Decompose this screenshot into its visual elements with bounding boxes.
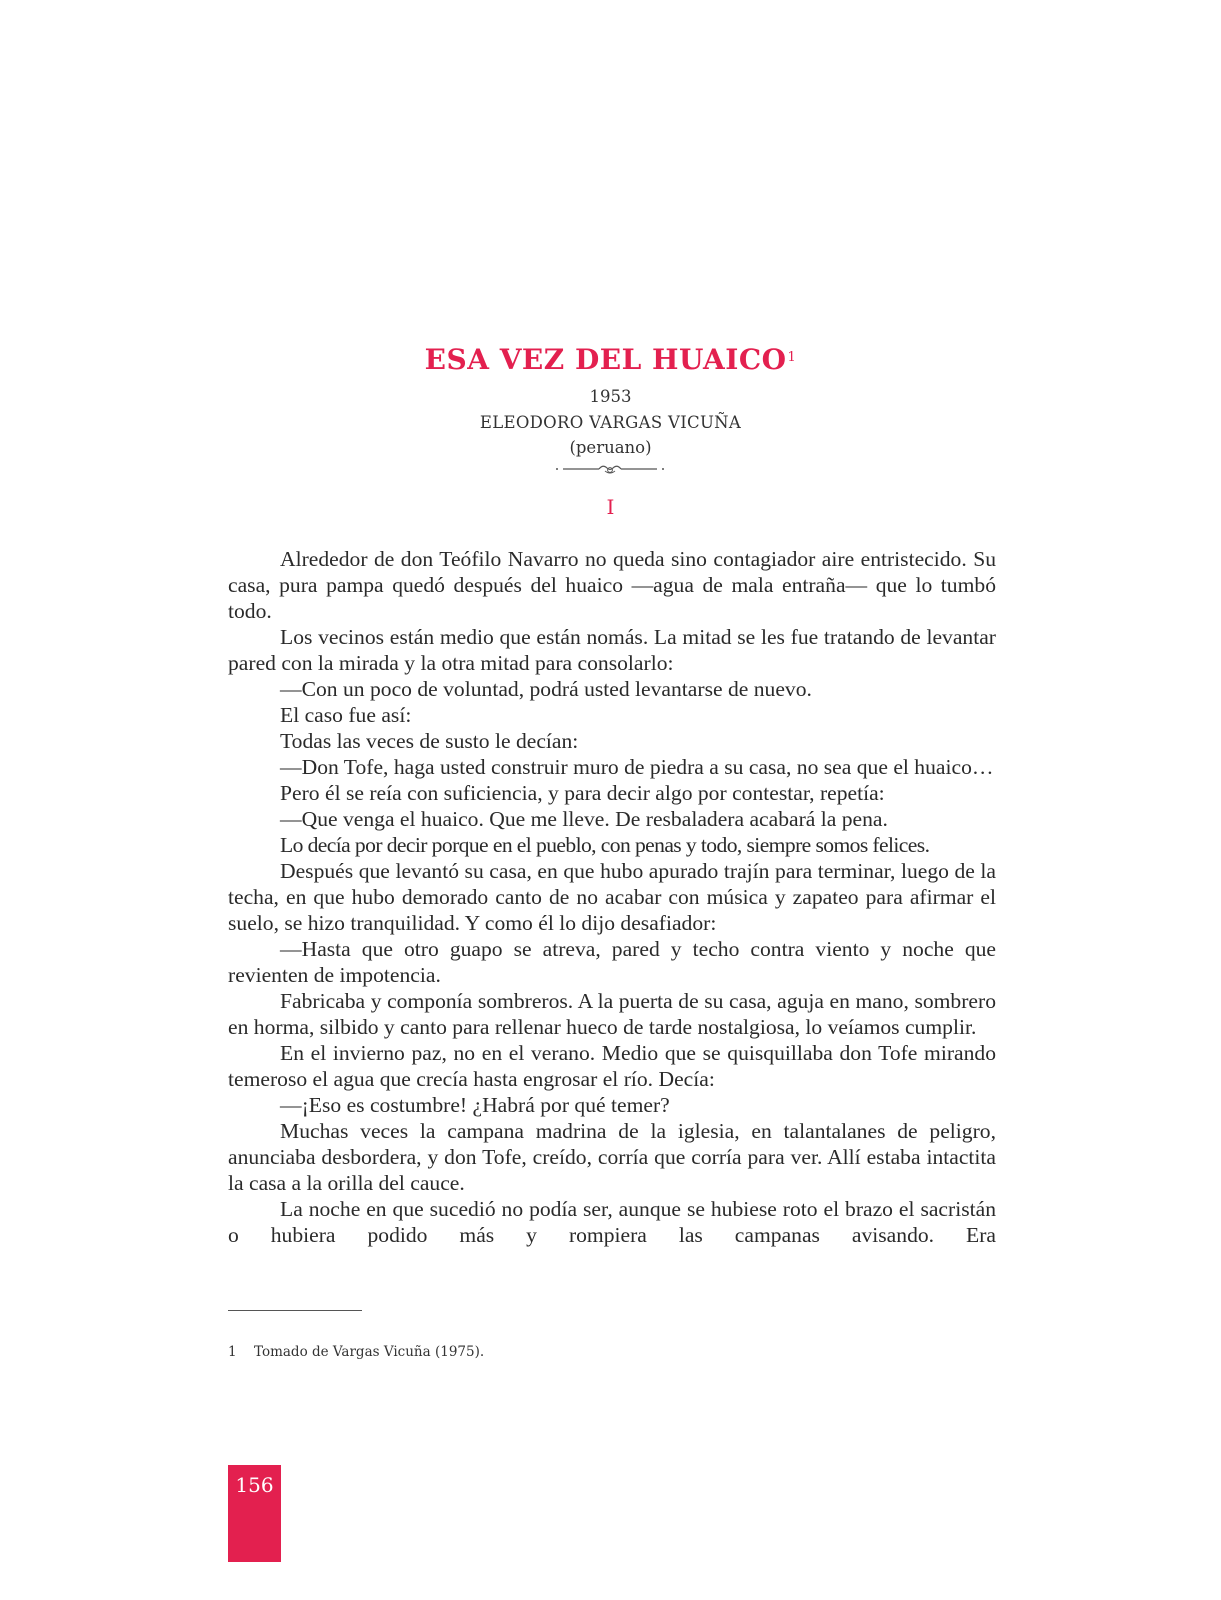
page-number: 156 <box>235 1473 274 1497</box>
paragraph: Pero él se reía con suficiencia, y para decir algo por contestar, repetía: <box>280 781 885 805</box>
paragraph: En el invierno paz, no en el verano. Medio que se quisquillaba don Tofe mirando temeroso el agua que crecía hasta engrosar el río. Decía: <box>228 1041 996 1091</box>
footnote <box>228 1343 484 1361</box>
page-number-tab <box>228 1465 281 1562</box>
paragraph: —Que venga el huaico. Que me lleve. De resbaladera acabará la pena. <box>280 807 888 831</box>
paragraph: El caso fue así: <box>280 703 412 727</box>
author-name: ELEODORO VARGAS VICUÑA <box>479 413 742 432</box>
paragraph: Fabricaba y componía sombreros. A la puerta de su casa, aguja en mano, sombrero en horma, silbido y canto para rellenar hueco de tarde nostalgiosa, lo veíamos cumplir. <box>228 989 996 1039</box>
paragraph: La noche en que sucedió no podía ser, aunque se hubiese roto el brazo el sacristán o hubiera podido más y rompiera las campanas avisando. Era <box>228 1197 996 1247</box>
footnote-number: 1 <box>228 1344 237 1360</box>
paragraph: Alrededor de don Teófilo Navarro no queda sino contagiador aire entristecido. Su casa, pura pampa quedó después del huaico —agua de mala entraña— que lo tumbó todo. <box>228 547 996 623</box>
paragraph: —¡Eso es costumbre! ¿Habrá por qué temer? <box>280 1093 670 1117</box>
paragraph: —Hasta que otro guapo se atreva, pared y techo contra viento y noche que revienten de impotencia. <box>228 937 996 987</box>
story-body <box>228 546 996 1248</box>
story-title <box>0 342 1221 378</box>
ornament-divider-icon <box>555 462 665 476</box>
section-numeral: I <box>606 495 615 519</box>
publication-year: 1953 <box>589 387 632 406</box>
author-nationality: (peruano) <box>569 438 652 457</box>
title-footnote-ref[interactable]: 1 <box>787 350 797 365</box>
story-title-text: ESA VEZ DEL HUAICO <box>424 343 787 376</box>
paragraph: Los vecinos están medio que están nomás. La mitad se les fue tratando de levantar pared con la mirada y la otra mitad para consolarlo: <box>228 625 996 675</box>
paragraph: Muchas veces la campana madrina de la iglesia, en talantalanes de peligro, anunciaba desbordera, y don Tofe, creído, corría que corría para ver. Allí estaba intactita la casa a la orilla del cauce. <box>228 1119 996 1195</box>
paragraph: Después que levantó su casa, en que hubo apurado trajín para terminar, luego de la techa, en que hubo demorado canto de no acabar con música y zapateo para afirmar el suelo, se hizo tranquilidad. Y como él lo dijo desafiador: <box>228 859 996 935</box>
paragraph: —Don Tofe, haga usted construir muro de piedra a su casa, no sea que el huaico… <box>280 755 994 779</box>
paragraph: Todas las veces de susto le decían: <box>280 729 579 753</box>
paragraph: Lo decía por decir porque en el pueblo, con penas y todo, siempre somos felices. <box>280 833 930 857</box>
footnote-text: Tomado de Vargas Vicuña (1975). <box>254 1344 485 1360</box>
footnote-divider <box>228 1310 362 1311</box>
paragraph: —Con un poco de voluntad, podrá usted levantarse de nuevo. <box>280 677 812 701</box>
